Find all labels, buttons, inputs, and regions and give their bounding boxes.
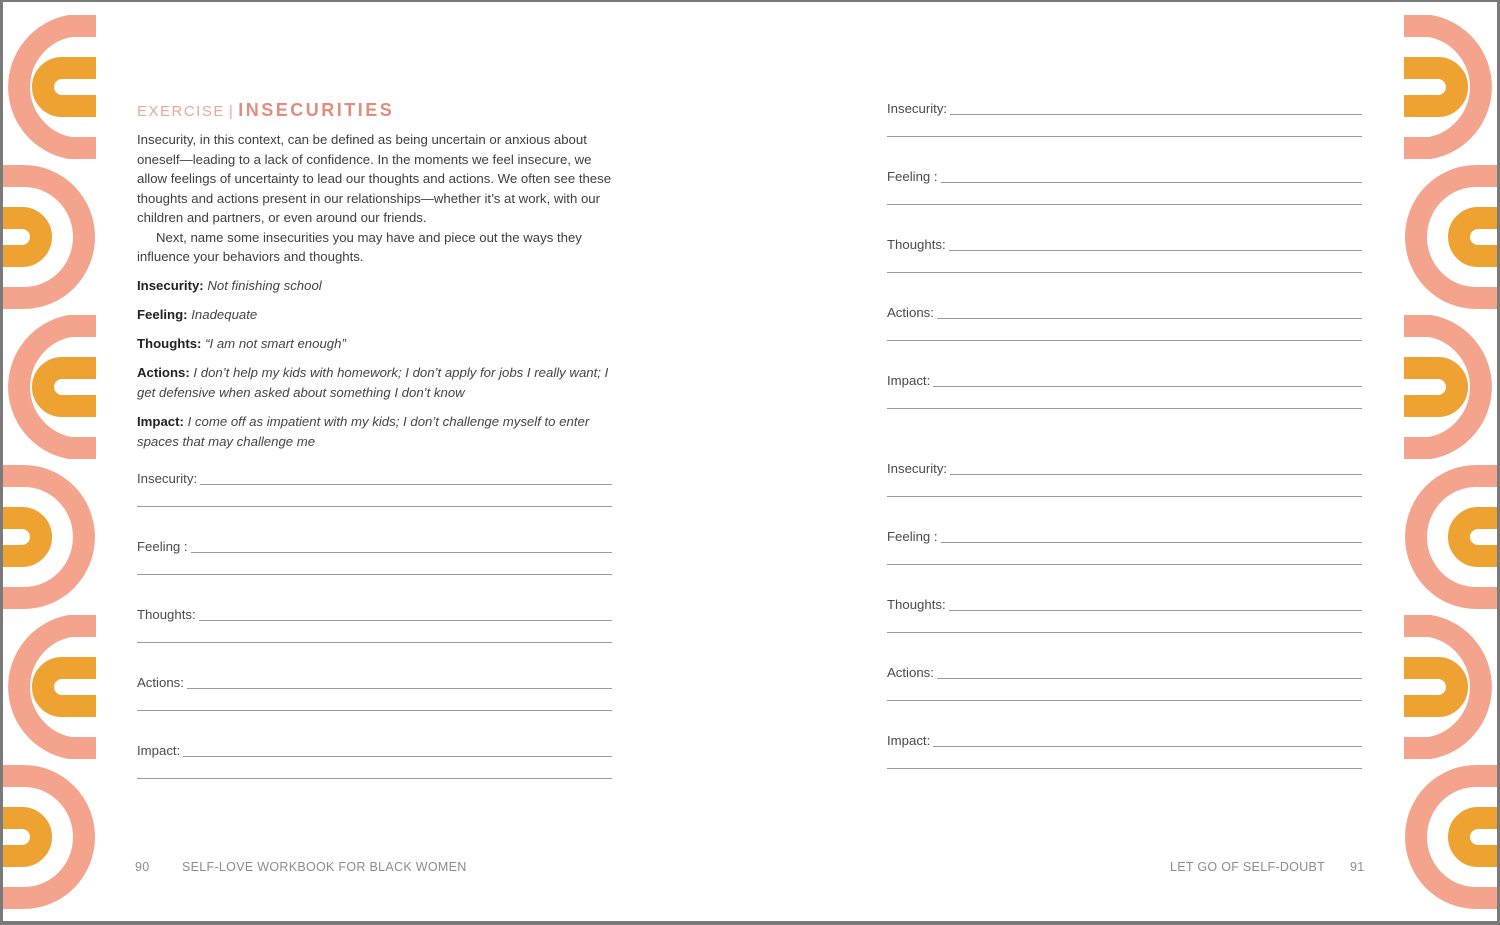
answer-line[interactable]: [950, 114, 1362, 115]
heading-title: INSECURITIES: [238, 100, 395, 120]
arch-right-open-icon: [0, 176, 84, 298]
field-label: Thoughts:: [137, 607, 196, 622]
answer-line[interactable]: [933, 386, 1362, 387]
answer-line[interactable]: [187, 688, 612, 689]
field-label: Thoughts:: [887, 597, 946, 612]
arch-left-open-icon: [1416, 176, 1500, 298]
answer-line[interactable]: [137, 710, 612, 711]
right-page: [887, 0, 1362, 925]
left-page: [137, 0, 612, 925]
field-label: Impact:: [137, 743, 181, 758]
field-label: Actions:: [887, 305, 934, 320]
page-number-left: 90: [135, 860, 150, 874]
field-impact[interactable]: [887, 733, 1362, 773]
answer-line[interactable]: [137, 642, 612, 643]
answer-line[interactable]: [137, 506, 612, 507]
page-number-right: 91: [1350, 860, 1365, 874]
example-feeling: [137, 305, 617, 325]
answer-line[interactable]: [950, 474, 1362, 475]
answer-line[interactable]: [200, 484, 612, 485]
field-actions[interactable]: [887, 665, 1362, 705]
example-label: Feeling:: [137, 307, 188, 322]
right-arch-pattern-icon: [1400, 0, 1500, 925]
answer-line[interactable]: [887, 632, 1362, 633]
field-impact[interactable]: [887, 373, 1362, 413]
answer-line[interactable]: [887, 272, 1362, 273]
field-impact[interactable]: [137, 743, 612, 783]
left-arch-pattern-icon: [0, 0, 100, 925]
example-actions: [137, 363, 617, 402]
arch-right-open-icon: [0, 776, 84, 898]
field-insecurity[interactable]: [887, 101, 1362, 141]
arch-right-open-icon: [1404, 326, 1481, 448]
example-thoughts: [137, 334, 617, 354]
answer-line[interactable]: [941, 182, 1362, 183]
intro-text: [137, 130, 617, 267]
answer-line[interactable]: [887, 136, 1362, 137]
field-label: Actions:: [887, 665, 934, 680]
field-actions[interactable]: [137, 675, 612, 715]
field-thoughts[interactable]: [887, 597, 1362, 637]
arch-left-open-icon: [1416, 776, 1500, 898]
field-label: Actions:: [137, 675, 184, 690]
answer-line[interactable]: [887, 768, 1362, 769]
example-insecurity: [137, 276, 617, 296]
intro-paragraph: Next, name some insecurities you may have and piece out the ways they influence your behaviors and thoughts.: [137, 229, 582, 264]
field-feeling[interactable]: [887, 169, 1362, 209]
example-value: I come off as impatient with my kids; I don’t challenge myself to enter spaces that may challenge me: [137, 414, 590, 449]
example-label: Thoughts:: [137, 336, 202, 351]
exercise-heading: [137, 100, 394, 121]
field-thoughts[interactable]: [137, 607, 612, 647]
example-label: Actions:: [137, 365, 190, 380]
running-title-right: LET GO OF SELF-DOUBT: [1170, 860, 1326, 874]
answer-line[interactable]: [887, 340, 1362, 341]
arch-left-open-icon: [19, 26, 96, 148]
heading-prefix: EXERCISE: [137, 103, 225, 120]
answer-line[interactable]: [933, 746, 1362, 747]
running-title-left: SELF-LOVE WORKBOOK FOR BLACK WOMEN: [182, 860, 467, 874]
arch-left-open-icon: [1416, 476, 1500, 598]
answer-line[interactable]: [199, 620, 612, 621]
example-label: Impact:: [137, 414, 184, 429]
field-label: Impact:: [887, 373, 931, 388]
answer-line[interactable]: [887, 496, 1362, 497]
answer-line[interactable]: [137, 574, 612, 575]
answer-line[interactable]: [887, 564, 1362, 565]
arch-right-open-icon: [1404, 626, 1481, 748]
arch-right-open-icon: [1404, 26, 1481, 148]
field-insecurity[interactable]: [887, 461, 1362, 501]
field-label: Insecurity:: [887, 461, 948, 476]
field-label: Feeling :: [887, 169, 938, 184]
example-value: I don’t help my kids with homework; I don’t apply for jobs I really want; I get defensive when asked about something I don’t know: [137, 365, 609, 400]
field-label: Feeling :: [887, 529, 938, 544]
field-label: Feeling :: [137, 539, 188, 554]
example-label: Insecurity:: [137, 278, 204, 293]
answer-line[interactable]: [949, 610, 1362, 611]
answer-line[interactable]: [937, 678, 1362, 679]
arch-left-open-icon: [19, 626, 96, 748]
field-insecurity[interactable]: [137, 471, 612, 511]
field-label: Insecurity:: [137, 471, 198, 486]
field-label: Insecurity:: [887, 101, 948, 116]
field-feeling[interactable]: [137, 539, 612, 579]
example-impact: [137, 412, 617, 451]
arch-right-open-icon: [0, 476, 84, 598]
heading-separator: |: [228, 103, 235, 120]
example-value: “I am not smart enough”: [205, 336, 346, 351]
answer-line[interactable]: [887, 204, 1362, 205]
answer-line[interactable]: [183, 756, 612, 757]
example-value: Inadequate: [191, 307, 258, 322]
arch-left-open-icon: [19, 326, 96, 448]
answer-line[interactable]: [887, 408, 1362, 409]
field-thoughts[interactable]: [887, 237, 1362, 277]
field-label: Thoughts:: [887, 237, 946, 252]
answer-line[interactable]: [191, 552, 612, 553]
field-actions[interactable]: [887, 305, 1362, 345]
example-value: Not finishing school: [207, 278, 322, 293]
intro-paragraph: Insecurity, in this context, can be defined as being uncertain or anxious about oneself—leading to a lack of confidence. In the moments we feel insecure, we allow feelings of uncertainty to lead our thoughts and actions. We often see these thoughts and actions present in our relationships—whether it’s at work, with our children and partners, or even around our friends.: [137, 132, 612, 225]
answer-line[interactable]: [937, 318, 1362, 319]
field-label: Impact:: [887, 733, 931, 748]
answer-line[interactable]: [137, 778, 612, 779]
field-feeling[interactable]: [887, 529, 1362, 569]
answer-line[interactable]: [887, 700, 1362, 701]
answer-line[interactable]: [949, 250, 1362, 251]
answer-line[interactable]: [941, 542, 1362, 543]
